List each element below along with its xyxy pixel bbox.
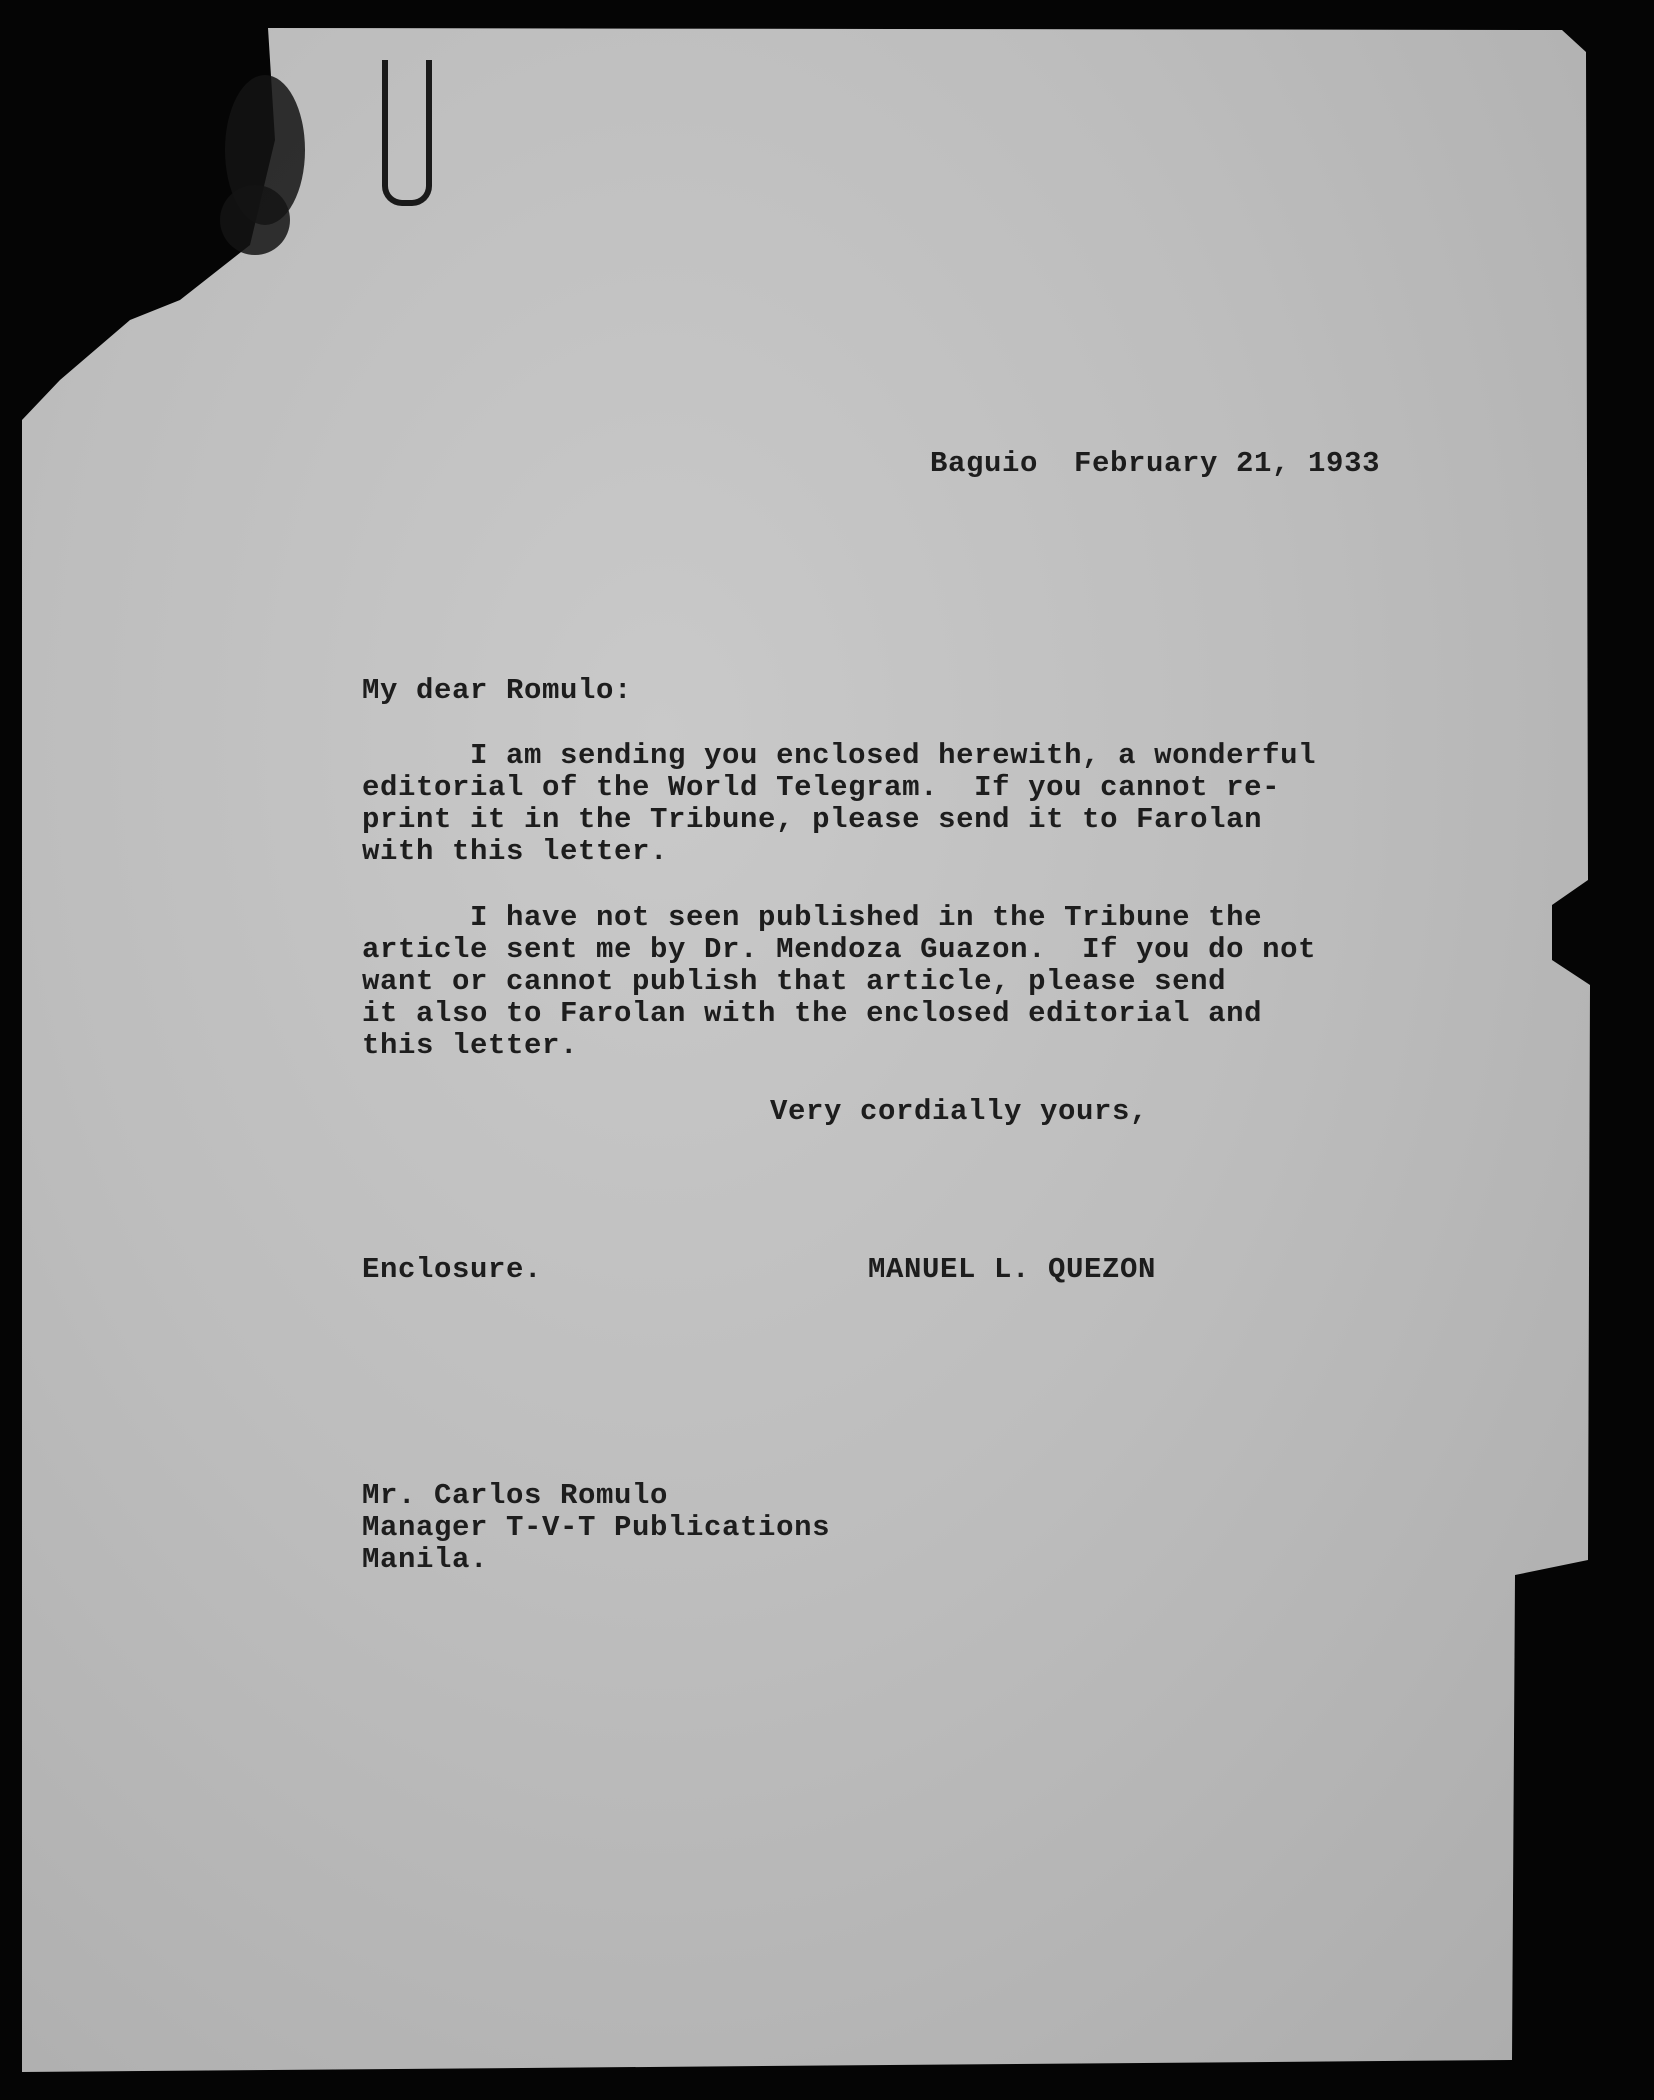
paragraph-1-line-3: print it in the Tribune, please send it to Farolan — [362, 803, 1263, 836]
enclosure-note: Enclosure. — [362, 1253, 543, 1286]
closing: Very cordially yours, — [770, 1095, 1149, 1128]
paragraph-1-line-2: editorial of the World Telegram. If you cannot re- — [362, 771, 1281, 804]
place-date: Baguio February 21, 1933 — [930, 447, 1381, 480]
paragraph-2-line-1: I have not seen published in the Tribune the — [362, 901, 1263, 934]
address-line-3: Manila. — [362, 1543, 489, 1576]
paragraph-1-line-4: with this letter. — [362, 835, 669, 868]
salutation: My dear Romulo: — [362, 674, 633, 707]
address-line-1: Mr. Carlos Romulo — [362, 1479, 669, 1512]
paragraph-2-line-5: this letter. — [362, 1029, 579, 1062]
paragraph-2-line-4: it also to Farolan with the enclosed editorial and — [362, 997, 1263, 1030]
address-line-2: Manager T-V-T Publications — [362, 1511, 831, 1544]
paragraph-1-line-1: I am sending you enclosed herewith, a wonderful — [362, 739, 1317, 772]
corner-stain — [220, 185, 290, 255]
paragraph-2-line-2: article sent me by Dr. Mendoza Guazon. If you do not — [362, 933, 1317, 966]
paper-clip-icon — [382, 60, 432, 206]
signature-name: MANUEL L. QUEZON — [868, 1253, 1157, 1286]
paragraph-2-line-3: want or cannot publish that article, please send — [362, 965, 1227, 998]
